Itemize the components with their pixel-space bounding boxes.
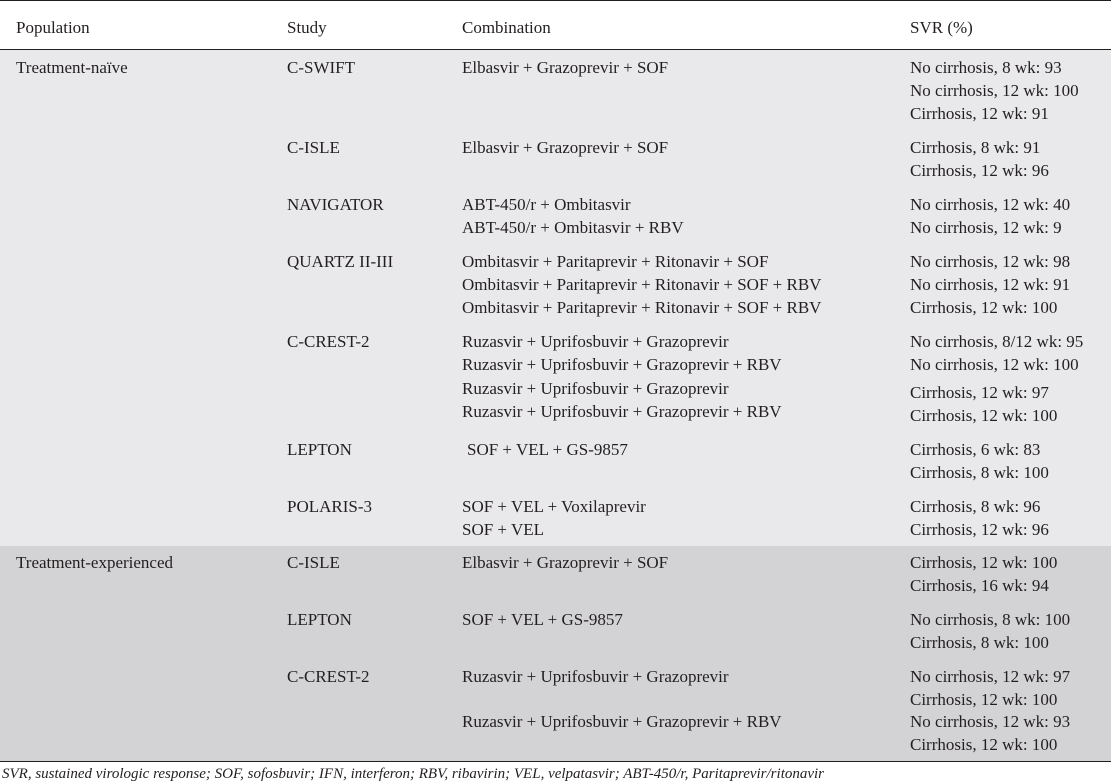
header-study: Study	[287, 18, 327, 37]
svr-line: No cirrhosis, 8 wk: 100	[910, 610, 1071, 629]
combination-line: SOF + VEL + GS-9857	[467, 440, 628, 459]
study-name: C-CREST-2	[287, 332, 370, 351]
svr-line: No cirrhosis, 12 wk: 100	[910, 81, 1079, 100]
table-footnote: SVR, sustained virologic response; SOF, sofosbuvir; IFN, interferon; RBV, ribavirin; VEL, velpatasvir; ABT-450/r, Paritaprevir/ritonavir	[2, 766, 825, 782]
population-label: Treatment-experienced	[16, 553, 174, 572]
table-header	[0, 0, 1111, 50]
combination-line: SOF + VEL + Voxilaprevir	[462, 497, 646, 516]
svr-line: Cirrhosis, 12 wk: 96	[910, 161, 1049, 180]
combination-line: Elbasvir + Grazoprevir + SOF	[462, 553, 669, 572]
study-name: C-ISLE	[287, 138, 340, 157]
svr-line: Cirrhosis, 12 wk: 91	[910, 104, 1049, 123]
study-name: QUARTZ II-III	[287, 252, 394, 271]
combination-line: Elbasvir + Grazoprevir + SOF	[462, 138, 669, 157]
header-svr: SVR (%)	[910, 18, 973, 37]
svr-line: No cirrhosis, 12 wk: 93	[910, 712, 1071, 731]
svr-line: Cirrhosis, 8 wk: 100	[910, 463, 1049, 482]
header-population: Population	[16, 18, 90, 37]
study-name: LEPTON	[287, 440, 352, 459]
svr-line: Cirrhosis, 12 wk: 100	[910, 553, 1058, 572]
population-label: Treatment-naïve	[16, 58, 128, 77]
study-name: POLARIS-3	[287, 497, 373, 516]
combination-line: Ombitasvir + Paritaprevir + Ritonavir + SOF	[462, 252, 769, 271]
combination-line: ABT-450/r + Ombitasvir	[462, 195, 631, 214]
study-name: NAVIGATOR	[287, 195, 384, 214]
group-treatment-experienced	[0, 546, 1111, 762]
svr-line: No cirrhosis, 12 wk: 100	[910, 355, 1079, 374]
svr-line: Cirrhosis, 12 wk: 97	[910, 383, 1049, 402]
study-name: C-SWIFT	[287, 58, 355, 77]
combination-line: Ruzasvir + Uprifosbuvir + Grazoprevir + RBV	[462, 712, 782, 731]
combination-line: Ruzasvir + Uprifosbuvir + Grazoprevir	[462, 667, 729, 686]
combination-line: Ruzasvir + Uprifosbuvir + Grazoprevir + RBV	[462, 355, 782, 374]
svr-line: Cirrhosis, 16 wk: 94	[910, 576, 1049, 595]
combination-line: Ombitasvir + Paritaprevir + Ritonavir + SOF + RBV	[462, 275, 822, 294]
svr-line: No cirrhosis, 12 wk: 98	[910, 252, 1071, 271]
svr-line: Cirrhosis, 12 wk: 96	[910, 520, 1049, 539]
svr-line: Cirrhosis, 12 wk: 100	[910, 406, 1058, 425]
combination-line: Elbasvir + Grazoprevir + SOF	[462, 58, 669, 77]
combination-line: SOF + VEL + GS-9857	[462, 610, 623, 629]
svr-line: Cirrhosis, 12 wk: 100	[910, 735, 1058, 754]
svr-line: No cirrhosis, 12 wk: 40	[910, 195, 1071, 214]
study-name: C-CREST-2	[287, 667, 370, 686]
svr-line: No cirrhosis, 8 wk: 93	[910, 58, 1062, 77]
combination-line: ABT-450/r + Ombitasvir + RBV	[462, 218, 684, 237]
combination-line: Ombitasvir + Paritaprevir + Ritonavir + SOF + RBV	[462, 298, 822, 317]
svr-line: Cirrhosis, 12 wk: 100	[910, 298, 1058, 317]
svr-line: No cirrhosis, 8/12 wk: 95	[910, 332, 1084, 351]
combination-line: Ruzasvir + Uprifosbuvir + Grazoprevir	[462, 379, 729, 398]
svr-line: Cirrhosis, 8 wk: 96	[910, 497, 1041, 516]
svr-line: Cirrhosis, 8 wk: 100	[910, 633, 1049, 652]
combination-line: Ruzasvir + Uprifosbuvir + Grazoprevir	[462, 332, 729, 351]
svr-line: Cirrhosis, 8 wk: 91	[910, 138, 1041, 157]
svr-line: Cirrhosis, 6 wk: 83	[910, 440, 1041, 459]
svr-line: Cirrhosis, 12 wk: 100	[910, 690, 1058, 709]
combination-line: Ruzasvir + Uprifosbuvir + Grazoprevir + RBV	[462, 402, 782, 421]
group-treatment-naive	[0, 50, 1111, 546]
svr-line: No cirrhosis, 12 wk: 91	[910, 275, 1071, 294]
combination-line: SOF + VEL	[462, 520, 545, 539]
study-name: C-ISLE	[287, 553, 340, 572]
header-combination: Combination	[462, 18, 551, 37]
svr-line: No cirrhosis, 12 wk: 9	[910, 218, 1062, 237]
svr-line: No cirrhosis, 12 wk: 97	[910, 667, 1071, 686]
study-name: LEPTON	[287, 610, 352, 629]
